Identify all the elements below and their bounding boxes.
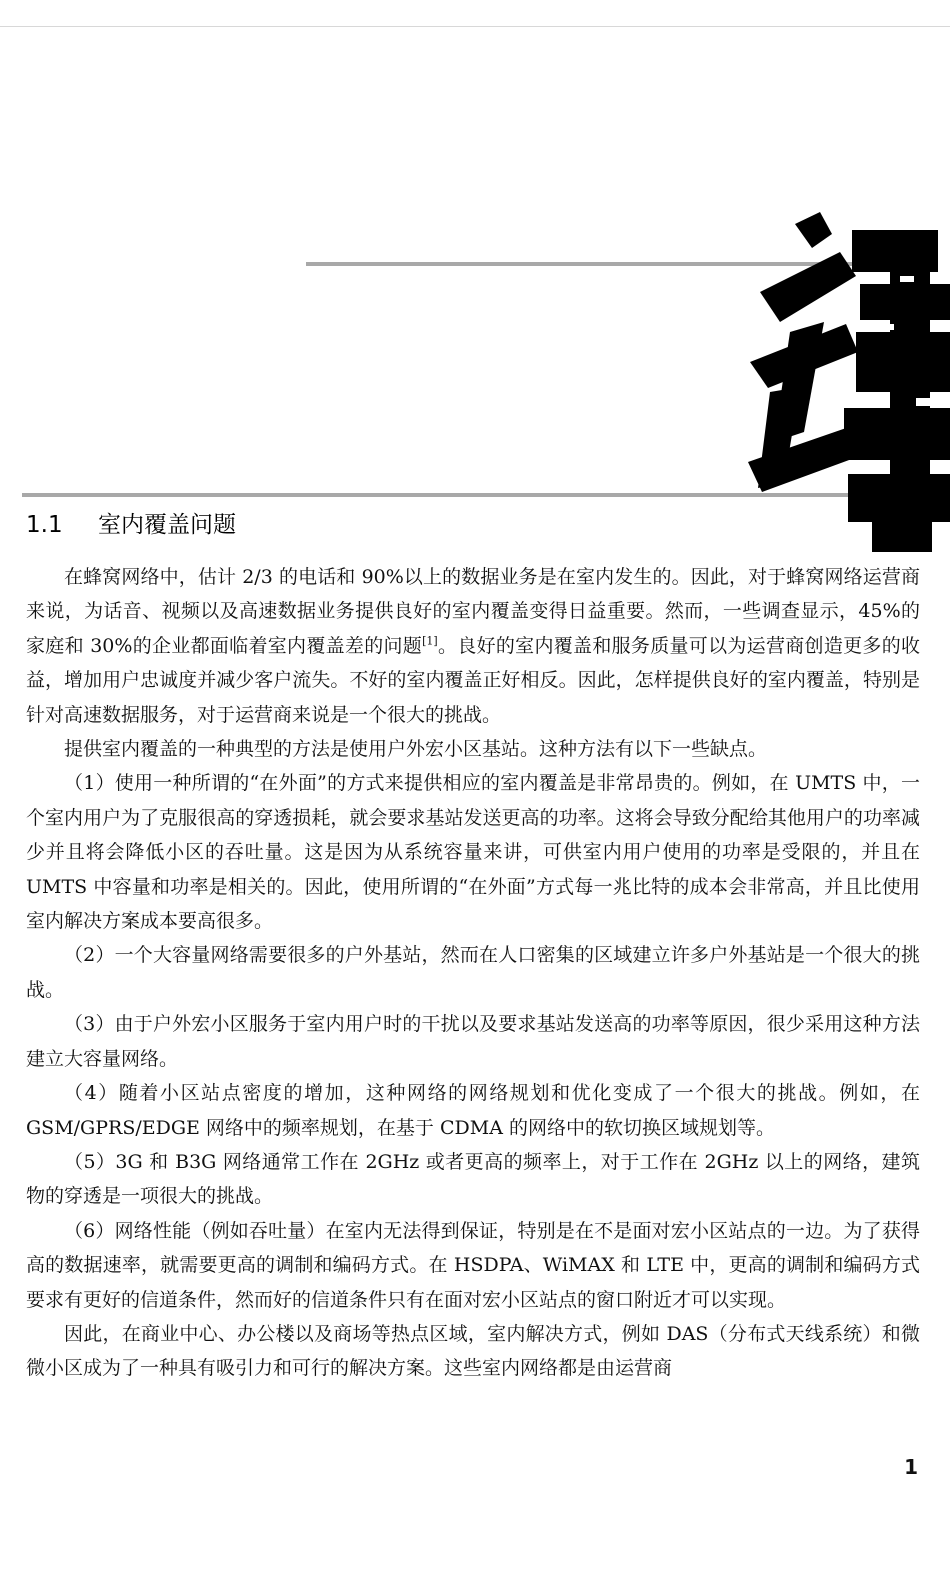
paragraph-1-tail: 。良好的室内覆盖和服务质量可以为运营商创造更多的收益，增加用户忠诚度并减少客户流失。不好的室内覆盖正好相反。因此，怎样提供良好的室内覆盖，特别是针对高速数据服务，对于运营商来说是一个很大的挑战。 (26, 634, 920, 726)
paragraph-3: （1）使用一种所谓的“在外面”的方式来提供相应的室内覆盖是非常昂贵的。例如，在 UMTS 中，一个室内用户为了克服很高的穿透损耗，就会要求基站发送更高的功率。这将会导致分配给其他用户的功率减少并且将会降低小区的吞吐量。这是因为从系统容量来讲，可供室内用户使用的功率是受限的，并且在 UMTS 中容量和功率是相关的。因此，使用所谓的“在外面”方式每一兆比特的成本会非常高，并且比使用室内解决方案成本要高很多。 (26, 772, 920, 933)
citation-ref: [1] (422, 634, 438, 648)
chapter-glyph-shape (740, 212, 950, 552)
section-heading (26, 506, 236, 539)
page-number: 1 (904, 1455, 918, 1479)
section-number: 1.1 (26, 512, 63, 538)
paragraph-4: （2）一个大容量网络需要很多的户外基站，然而在人口密集的区域建立许多户外基站是一个很大的挑战。 (26, 944, 920, 1001)
paragraph-9: 因此，在商业中心、办公楼以及商场等热点区域，室内解决方式，例如 DAS（分布式天线系统）和微微小区成为了一种具有吸引力和可行的解决方案。这些室内网络都是由运营商 (26, 1322, 920, 1380)
paragraph-8: （6）网络性能（例如吞吐量）在室内无法得到保证，特别是在不是面对宏小区站点的一边。为了获得高的数据速率，就需要更高的调制和编码方式。在 HSDPA、WiMAX 和 LTE 中，更高的调制和编码方式要求有更好的信道条件，然而好的信道条件只有在面对宏小区站点的窗口附近才可以实现。 (26, 1219, 920, 1311)
paragraph-5: （3）由于户外宏小区服务于室内用户时的干扰以及要求基站发送高的功率等原因，很少采用这种方法建立大容量网络。 (26, 1013, 920, 1070)
section-title: 室内覆盖问题 (98, 512, 236, 538)
paragraph-2: 提供室内覆盖的一种典型的方法是使用户外宏小区基站。这种方法有以下一些缺点。 (64, 738, 768, 761)
chapter-title-glyph (740, 212, 950, 552)
paragraph-7: （5）3G 和 B3G 网络通常工作在 2GHz 或者更高的频率上，对于工作在 2GHz 以上的网络，建筑物的穿透是一项很大的挑战。 (26, 1150, 920, 1208)
body-text (26, 560, 920, 1386)
top-rule (0, 26, 950, 27)
paragraph-1 (26, 560, 920, 732)
paragraph-1-text: 在蜂窝网络中，估计 2/3 的电话和 90%以上的数据业务是在室内发生的。因此，对于蜂窝网络运营商来说，为话音、视频以及高速数据业务提供良好的室内覆盖变得日益重要。然而，一些调查显示，45%的家庭和 30%的企业都面临着室内覆盖差的问题 (26, 566, 920, 657)
paragraph-6: （4）随着小区站点密度的增加，这种网络的网络规划和优化变成了一个很大的挑战。例如，在 GSM/GPRS/EDGE 网络中的频率规划，在基于 CDMA 的网络中的软切换区域规划等。 (26, 1082, 920, 1139)
